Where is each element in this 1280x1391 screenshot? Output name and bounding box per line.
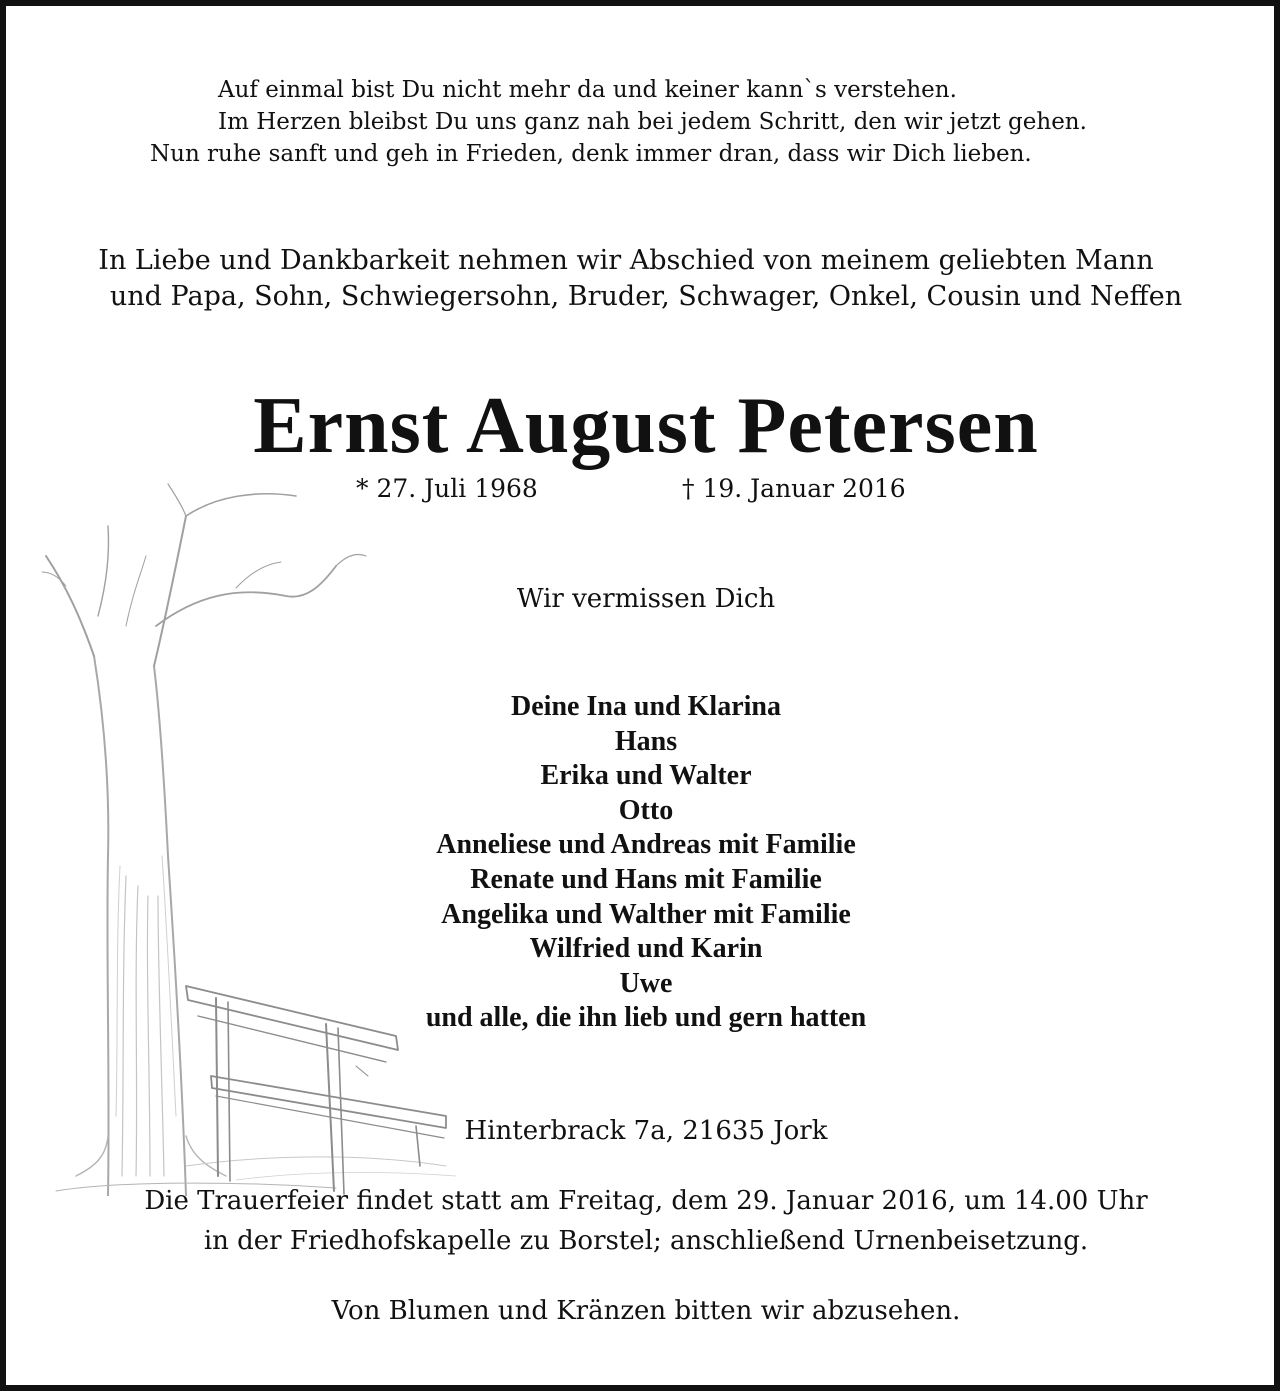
signer-line: Renate und Hans mit Familie bbox=[470, 863, 822, 895]
poem-line-3: Nun ruhe sanft und geh in Frieden, denk immer dran, dass wir Dich lieben. bbox=[150, 141, 1032, 167]
miss-line: Wir vermissen Dich bbox=[516, 584, 776, 614]
service-line-1: Die Trauerfeier findet statt am Freitag, dem 29. Januar 2016, um 14.00 Uhr bbox=[144, 1186, 1148, 1216]
signer-line: Erika und Walter bbox=[540, 760, 752, 792]
poem-line-1: Auf einmal bist Du nicht mehr da und keiner kann`s verstehen. bbox=[218, 77, 957, 103]
signer-line: Hans bbox=[614, 725, 678, 757]
intro-line-1: In Liebe und Dankbarkeit nehmen wir Abschied von meinem geliebten Mann bbox=[98, 245, 1154, 276]
signer-line: Deine Ina und Klarina bbox=[511, 691, 781, 722]
intro-line-2: und Papa, Sohn, Schwiegersohn, Bruder, Schwager, Onkel, Cousin und Neffen bbox=[109, 281, 1183, 312]
signers-block bbox=[246, 690, 1046, 1036]
signer-line: Uwe bbox=[619, 967, 673, 999]
deceased-name: Ernst August Petersen bbox=[253, 382, 1039, 470]
signer-line: Wilfried und Karin bbox=[529, 933, 763, 965]
flowers-note: Von Blumen und Kränzen bitten wir abzusehen. bbox=[331, 1296, 961, 1326]
poem-line-2: Im Herzen bleibst Du uns ganz nah bei jedem Schritt, den wir jetzt gehen. bbox=[218, 109, 1087, 135]
tree-branches bbox=[42, 484, 366, 666]
service-line-2: in der Friedhofskapelle zu Borstel; anschließend Urnenbeisetzung. bbox=[203, 1226, 1089, 1256]
signer-line: Angelika und Walther mit Familie bbox=[441, 898, 851, 930]
address: Hinterbrack 7a, 21635 Jork bbox=[464, 1116, 828, 1146]
signer-line: Anneliese und Andreas mit Familie bbox=[436, 829, 856, 861]
death-date: † 19. Januar 2016 bbox=[682, 474, 906, 503]
birth-date: * 27. Juli 1968 bbox=[356, 474, 538, 503]
signer-line: Otto bbox=[618, 794, 674, 826]
signer-line: und alle, die ihn lieb und gern hatten bbox=[425, 1002, 867, 1034]
